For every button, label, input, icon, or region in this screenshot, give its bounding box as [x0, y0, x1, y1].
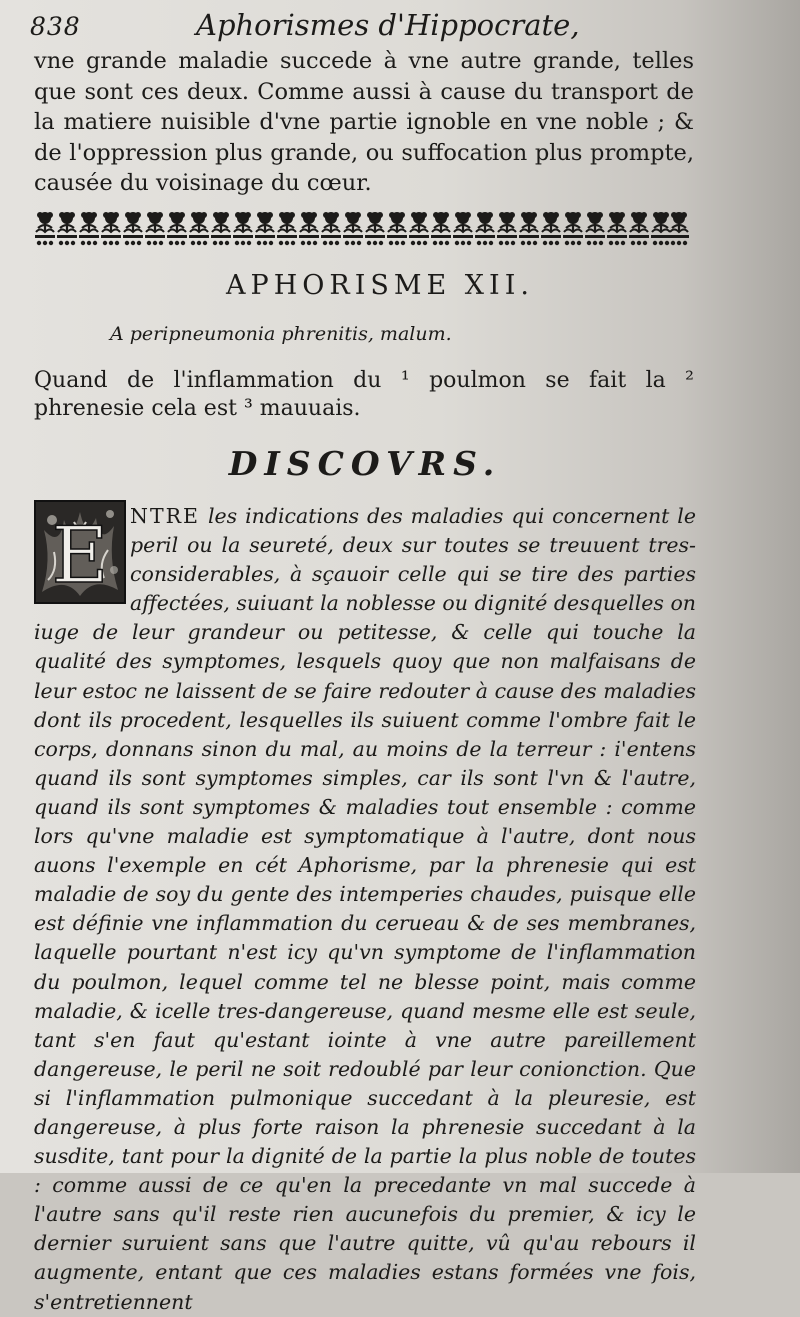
- ornament-band: [34, 210, 690, 256]
- running-title: Aphorismes d'Hippocrate,: [196, 8, 580, 42]
- drop-cap-spacer: [34, 502, 130, 612]
- discourse-body-text: les indications des maladies qui concernent le peril ou la seureté, deux sur toutes se treuuent tres-considerables, à sçauoir celle qui se tire des parties affectées, suiuant la noblesse ou dignité desquelles on iuge de leur grandeur ou petitesse, & celle qui touche la qualité des symptomes, lesquels quoy que non malfaisans de leur estoc ne laissent de se faire redouter à cause des maladies dont ils procedent, lesquelles ils suiuent comme l'ombre fait le corps, donnans sinon du mal, au moins de la terreur : i'entens quand ils sont symptomes simples, car ils sont l'vn & l'autre, quand ils sont symptomes & maladies tout ensemble : comme lors qu'vne maladie est symptomatique à l'autre, dont nous auons l'exemple en cét Aphorisme, par la phrenesie qui est maladie de soy du gente des intemperies chaudes, puisque elle est définie vne inflammation du cerueau & de ses membranes, laquelle pourtant n'est icy qu'vn symptome de l'inflammation du poulmon, lequel comme tel ne blesse point, mais comme maladie, & icelle tres-dangereuse, quand mesme elle est seule, tant s'en faut qu'estant iointe à vne autre pareillement dangereuse, le peril ne soit redoublé par leur conionction. Que si l'inflammation pulmonique succedant à la pleuresie, est dangereuse, à plus forte raison la phrenesie succedant à la susdite, tant pour la dignité de la partie la plus noble de toutes : comme aussi de ce qu'en la precedante vn mal succede à l'autre sans qu'il reste rien aucunefois du premier, & icy le dernier suruient sans que l'autre quitte, vû qu'au rebours il augmente, entant que ces maladies estans formées vne fois, s'entretiennent: [34, 504, 696, 1314]
- aphorism-title: APHORISME XII.: [226, 270, 534, 301]
- previous-paragraph: vne grande maladie succede à vne autre grande, telles que sont ces deux. Comme aussi à cause du transport de la matiere nuisible d'vne partie ignoble en vne noble ; & de l'oppression plus grande, ou suffocation plus prompte, causée du voisinage du cœur.: [34, 48, 694, 196]
- aphorism-french: Quand de l'inflammation du ¹ poulmon se fait la ² phrenesie cela est ³ mauuais.: [34, 368, 694, 421]
- discourse-first-word: NTRE: [130, 504, 201, 528]
- aphorism-latin: A peripneumonia phrenitis, malum.: [110, 323, 452, 345]
- page-number: 838: [30, 12, 81, 41]
- drop-cap-letter: E: [51, 511, 109, 601]
- discourse-body-paragraph: [34, 502, 696, 1317]
- discourse-heading: DISCOVRS.: [228, 444, 502, 483]
